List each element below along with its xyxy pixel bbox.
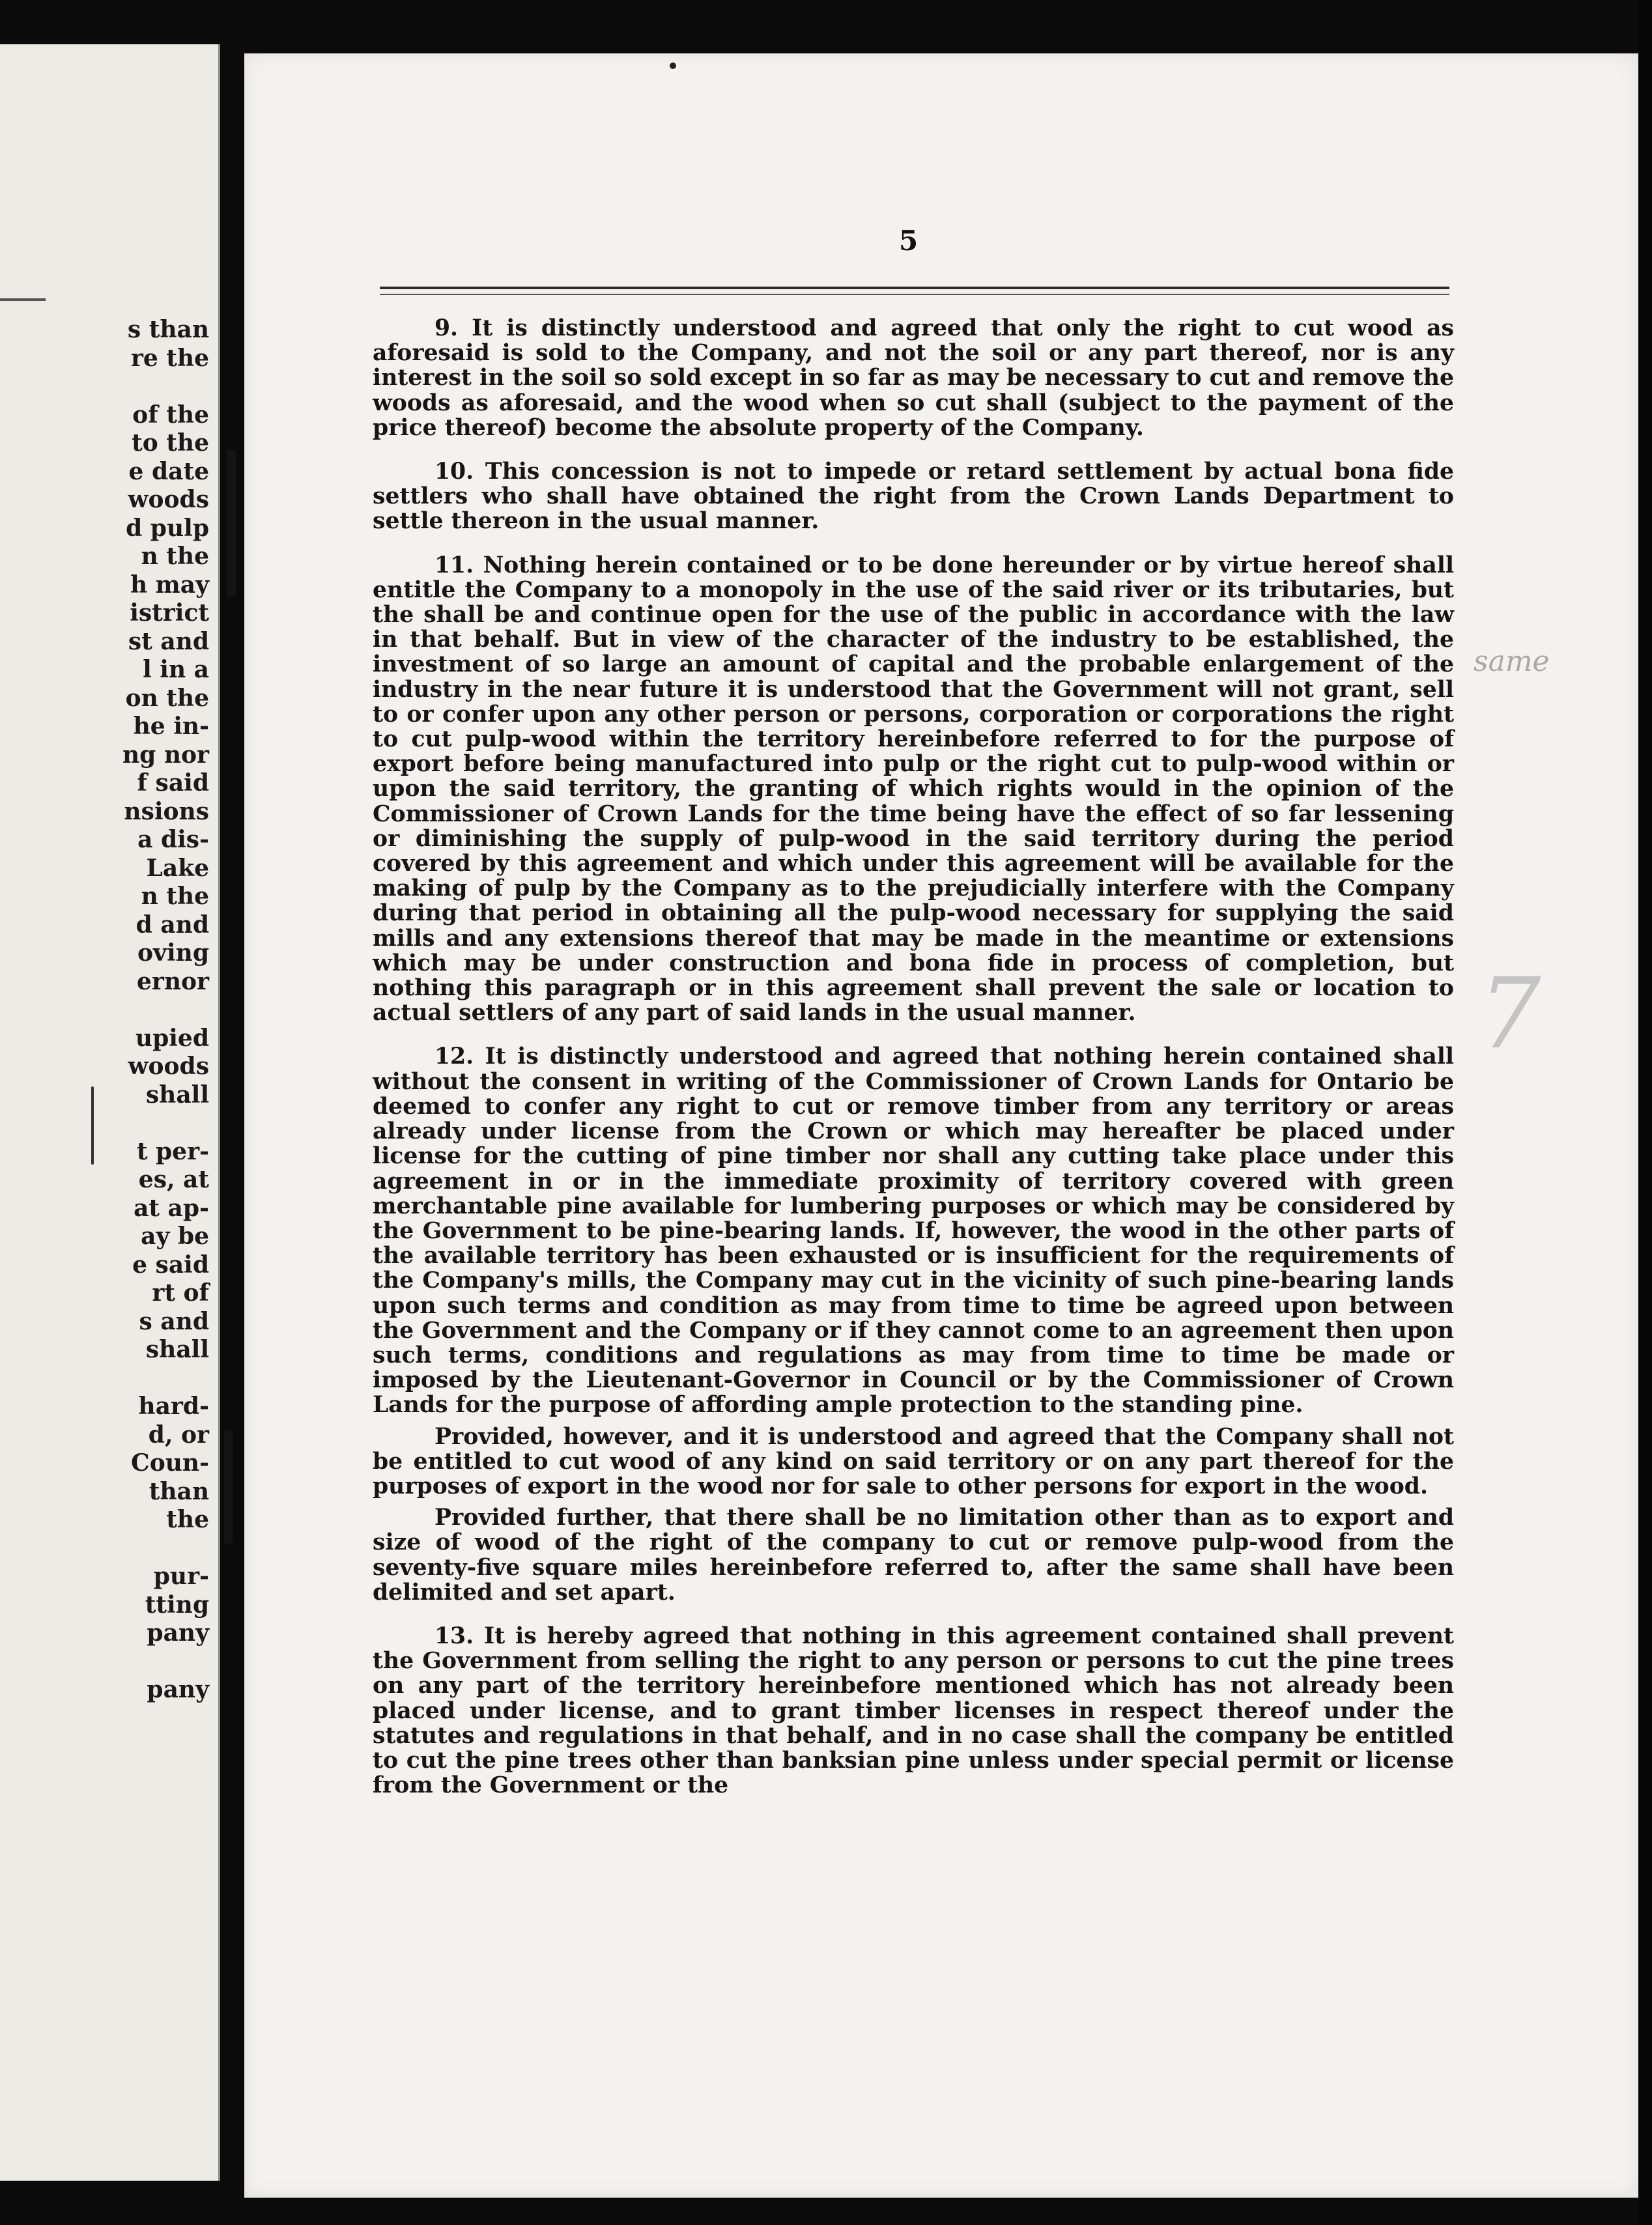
facing-page-line: upied — [135, 1024, 209, 1052]
facing-page-line: woods — [128, 1053, 209, 1080]
facing-page-line: e date — [128, 457, 209, 485]
facing-page-line: h may — [130, 571, 209, 599]
facing-page-line: than — [149, 1477, 209, 1505]
facing-page-line: n the — [141, 883, 209, 910]
facing-page-line: at ap- — [134, 1194, 209, 1222]
clause-12-proviso-1: Provided, however, and it is understood and agreed that the Company shall not be entitled to cut wood of any kind on said territory or on any part thereof for the purposes of export in the wood nor for sale to other persons for export in the wood. — [373, 1423, 1454, 1499]
facing-page-line: he in- — [133, 713, 209, 740]
pencil-mark: 7 — [1479, 957, 1541, 1071]
facing-page-line: n the — [141, 543, 209, 570]
scan-border — [1639, 0, 1652, 2225]
facing-page-line: e said — [132, 1251, 209, 1279]
facing-page-line: d pulp — [126, 514, 209, 542]
facing-page-line: of the — [132, 401, 209, 429]
facing-page-line: ay be — [141, 1223, 209, 1250]
facing-page-line: hard- — [138, 1393, 209, 1420]
facing-page-fragment — [0, 44, 220, 2181]
facing-page-line: shall — [145, 1336, 209, 1363]
facing-page-line: s and — [139, 1307, 209, 1335]
clause-11: 11. Nothing herein contained or to be done hereunder or by virtue hereof shall entitle the Company to a monopoly in the use of the said river or its tributaries, but the shall be and continue open for the use of the public in accordance with the law in that behalf. But in view of the character of the industry to be established, the investment of so large an amount of capital and the probable enlargement of the industry in the near future it is understood that the Government will not grant, sell to or confer upon any other person or persons, corporation or corporations the right to cut pulp-wood within the territory hereinbefore referred to for the purpose of export before being manufactured into pulp or the right cut to pulp-wood within or upon the said territory, the granting of which rights would in the opinion of the Commissioner of Crown Lands for the time being have the effect of so far lessening or diminishing the supply of pulp-wood in the said territory during the period covered by this agreement and which under this agreement will be available for the making of pulp by the Company as to the prejudicially interfere with the Company during that period in obtaining all the pulp-wood necessary for supplying the said mills and any extensions thereof that may be made in the meantime or extensions which may be under construction and bona fide in process of completion, but nothing this paragraph or in this agreement shall prevent the sale or location to actual settlers of any part of said lands in the usual manner. — [373, 552, 1454, 1027]
facing-page-line: Coun- — [131, 1449, 209, 1477]
facing-page-line: nsions — [124, 797, 209, 825]
clause-9: 9. It is distinctly understood and agreed that only the right to cut wood as aforesaid is sold to the Company, and not the soil or any part thereof, nor is any interest in the soil so sold except in so far as may be necessary to cut and remove the woods as aforesaid, and the wood when so cut shall (subject to the payment of the price thereof) become the absolute property of the Company. — [373, 315, 1454, 441]
facing-page-line: tting — [145, 1591, 209, 1619]
facing-page-line: to the — [132, 429, 209, 457]
facing-page-line: a dis- — [137, 826, 209, 853]
clause-12-proviso-2: Provided further, that there shall be no limitation other than as to export and size of wood of the right of the company to cut or remove pulp-wood from the seventy-five square miles hereinbefore referred to, after the same shall have been delimited and set apart. — [373, 1505, 1454, 1606]
clause-12: 12. It is distinctly understood and agreed that nothing herein contained shall without the consent in writing of the Commissioner of Crown Lands for Ontario be deemed to confer any right to cut or remove timber from any territory or areas already under license from the Crown or which may hereafter be placed under license for the cutting of pine timber nor shall any cutting take place under this agreement in or in the immediate proximity of territory covered with green merchantable pine available for lumbering purposes or which may be considered by the Government to be pine-bearing lands. If, however, the wood in the other parts of the available territory has been exhausted or is insufficient for the requirements of the Company's mills, the Company may cut in the vicinity of such pine-bearing lands upon such terms and condition as may from time to time be agreed upon between the Government and the Company or if they cannot come to an agreement then upon such terms, conditions and regulations as may from time to time be made or imposed by the Lieutenant-Governor in Council or by the Commissioner of Crown Lands for the purpose of affording ample protection to the standing pine. — [373, 1043, 1454, 1419]
facing-page-line: l in a — [143, 656, 209, 683]
facing-page-rule — [0, 298, 46, 301]
page-number: 5 — [899, 225, 919, 257]
margin-bracket — [91, 1086, 94, 1165]
clause-13: 13. It is hereby agreed that nothing in this agreement contained shall prevent the Government from selling the right to any person or persons to cut the pine trees on any part of the territory hereinbefore mentioned which has not already been placed under license, and to grant timber licenses in respect thereof under the statutes and regulations in that behalf, and in no case shall the company be entitled to cut the pine trees other than banksian pine unless under special permit or license from the Government or the — [373, 1623, 1454, 1799]
staple-mark-bottom — [224, 1430, 233, 1544]
facing-page-line: f said — [137, 769, 209, 797]
facing-page-line: on the — [125, 684, 209, 712]
facing-page-line: Lake — [146, 854, 209, 882]
facing-page-line: pur- — [153, 1563, 209, 1590]
clause-10: 10. This concession is not to impede or retard settlement by actual bona fide settlers who shall have obtained the right from the Crown Lands Department to settle thereon in the usual manner. — [373, 459, 1454, 535]
facing-page-line: woods — [128, 486, 209, 513]
pencil-annotation: same — [1474, 645, 1550, 678]
binding-dot — [670, 63, 676, 69]
header-rule-thin — [380, 294, 1449, 295]
facing-page-line: the — [166, 1506, 209, 1533]
facing-page-line: pany — [147, 1676, 209, 1703]
header-rule — [380, 287, 1449, 289]
facing-page-line: istrict — [130, 599, 209, 627]
facing-page-line: shall — [145, 1081, 209, 1109]
facing-page-line: ng nor — [122, 741, 209, 769]
facing-page-line: re the — [130, 344, 209, 372]
document-body — [373, 316, 1454, 1798]
facing-page-line: rt of — [152, 1279, 209, 1307]
facing-page-line: d and — [135, 911, 209, 939]
facing-page-line: oving — [137, 939, 209, 967]
facing-page-line: st and — [128, 627, 209, 655]
staple-mark-top — [227, 449, 236, 596]
facing-page-line: t per- — [136, 1137, 209, 1165]
facing-page-line: es, at — [138, 1166, 209, 1193]
facing-page-line: ernor — [136, 967, 209, 995]
facing-page-line: s than — [127, 316, 209, 343]
facing-page-line: pany — [147, 1619, 209, 1647]
facing-page-line: d, or — [148, 1421, 209, 1449]
